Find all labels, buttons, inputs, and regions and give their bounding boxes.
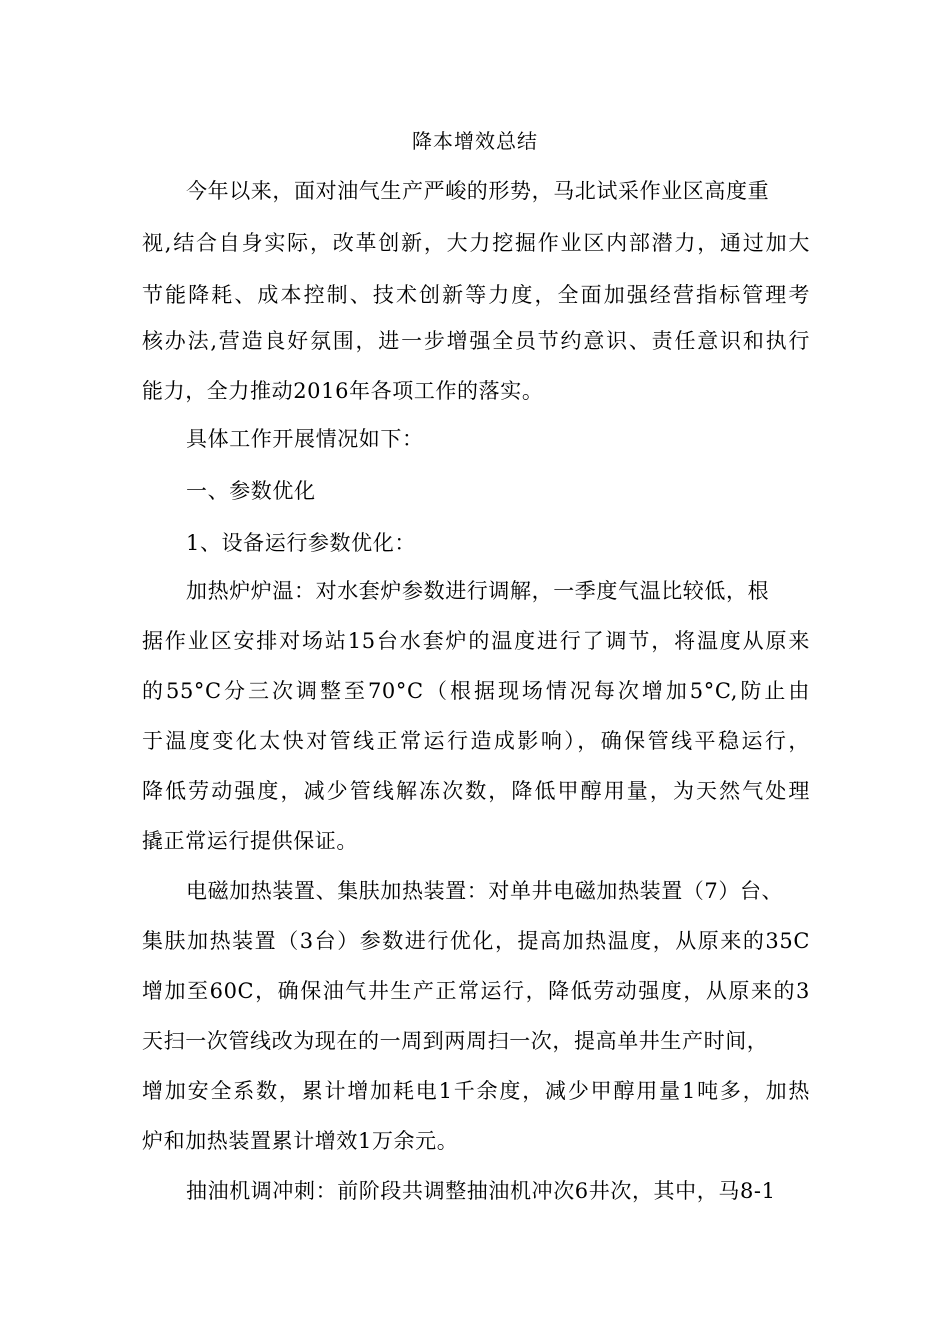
paragraph-line: 核办法,营造良好氛围，进一步增强全员节约意识、责任意识和执行 [142,329,810,353]
paragraph-line: 加热炉炉温：对水套炉参数进行调解，一季度气温比较低，根 [186,579,770,603]
paragraph-line: 撬正常运行提供保证。 [142,829,358,853]
paragraph-line: 节能降耗、成本控制、技术创新等力度，全面加强经营指标管理考 [142,283,810,307]
paragraph-line: 抽油机调冲刺：前阶段共调整抽油机冲次6井次，其中，马8-1 [186,1179,776,1203]
paragraph-line: 据作业区安排对场站15台水套炉的温度进行了调节，将温度从原来 [142,629,810,653]
paragraph-line: 天扫一次管线改为现在的一周到两周扫一次，提高单井生产时间， [142,1029,769,1053]
paragraph-line: 炉和加热装置累计增效1万余元。 [142,1129,459,1153]
paragraph-line: 电磁加热装置、集肤加热装置：对单井电磁加热装置（7）台、 [186,879,784,903]
paragraph-line: 视,结合自身实际，改革创新，大力挖掘作业区内部潜力，通过加大 [142,231,810,255]
paragraph-line: 具体工作开展情况如下： [186,427,424,451]
page-title: 降本增效总结 [412,129,538,153]
paragraph-line: 降低劳动强度，减少管线解冻次数，降低甲醇用量，为天然气处理 [142,779,810,803]
paragraph-line: 于温度变化太快对管线正常运行造成影响），确保管线平稳运行， [142,729,810,753]
paragraph-line: 今年以来，面对油气生产严峻的形势，马北试采作业区高度重 [186,179,770,203]
paragraph-line: 增加安全系数，累计增加耗电1千余度，减少甲醇用量1吨多，加热 [142,1079,810,1103]
paragraph-line: 增加至60C，确保油气井生产正常运行，降低劳动强度，从原来的3 [142,979,810,1003]
paragraph-line: 能力，全力推动2016年各项工作的落实。 [142,379,544,403]
subsection-heading: 1、设备运行参数优化： [186,531,416,555]
section-heading: 一、参数优化 [186,479,316,503]
paragraph-line: 集肤加热装置（3台）参数进行优化，提高加热温度，从原来的35C [142,929,810,953]
paragraph-line: 的55°C分三次调整至70°C（根据现场情况每次增加5°C,防止由 [142,679,810,703]
